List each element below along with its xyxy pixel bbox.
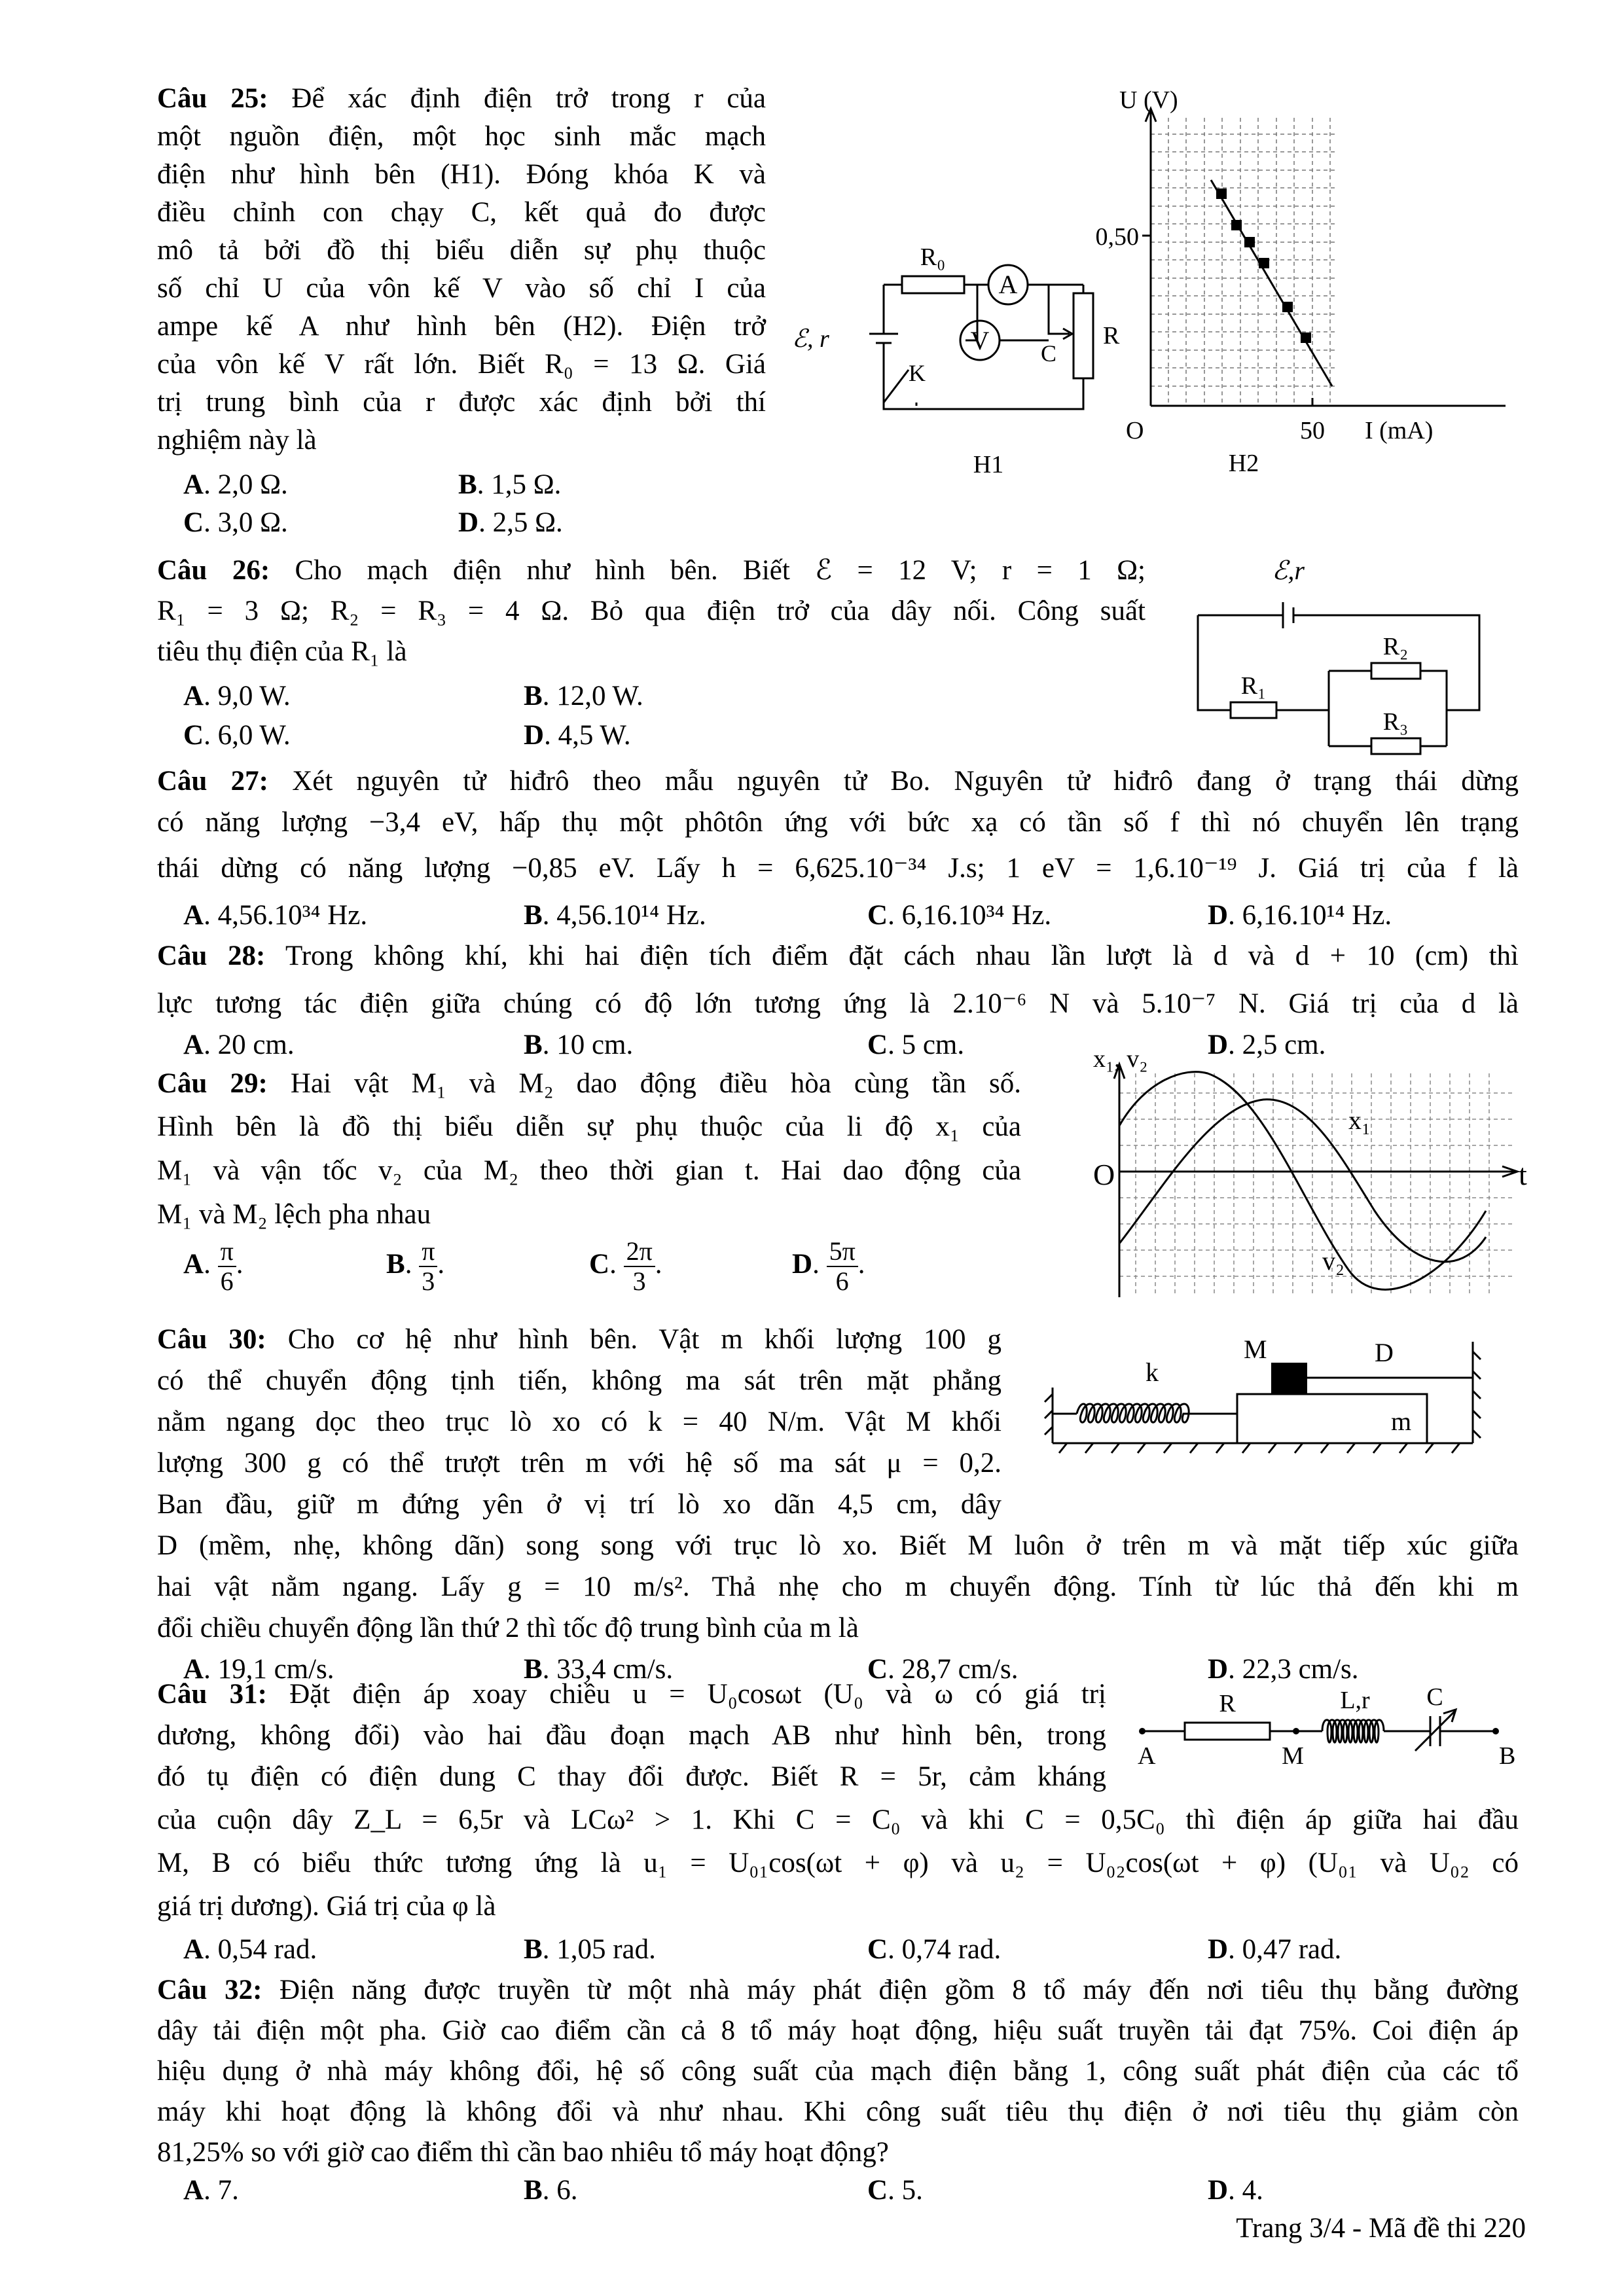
q26-option-b[interactable]: B. 12,0 W. <box>524 681 643 711</box>
q32-line-5: 81,25% so với giờ cao điểm thì cần bao nhiêu tổ máy hoạt động? <box>157 2137 889 2168</box>
q31-option-c[interactable]: C. 0,74 rad. <box>867 1934 1001 1965</box>
q29-t-label: t <box>1519 1158 1527 1191</box>
q31-A-label: A <box>1138 1742 1156 1770</box>
q27-option-d[interactable]: D. 6,16.10¹⁴ Hz. <box>1208 900 1392 931</box>
q29-line-1: Câu 29: Hai vật M₁ và M₂ dao động điều hòa cùng tần số. <box>157 1068 1022 1099</box>
q31-option-d[interactable]: D. 0,47 rad. <box>1208 1934 1342 1965</box>
q30-option-d[interactable]: D. 22,3 cm/s. <box>1208 1654 1359 1685</box>
q26-option-d[interactable]: D. 4,5 W. <box>524 720 631 751</box>
q28-option-b[interactable]: B. 10 cm. <box>524 1030 634 1060</box>
q30-line-3: nằm ngang dọc theo trục lò xo có k = 40 N/m. Vật M khối <box>157 1407 1001 1437</box>
q25-figure-h1-circuit <box>792 236 1132 484</box>
h2-xlabel: I (mA) <box>1365 417 1434 444</box>
q25-line-10: nghiệm này là <box>157 425 317 456</box>
q28-option-c[interactable]: C. 5 cm. <box>867 1030 965 1060</box>
h2-xtick-label: 50 <box>1300 417 1325 444</box>
q25-figure-h2-graph <box>1095 85 1538 491</box>
h1-slider-label: C <box>1040 340 1057 367</box>
q31-line-2: dương, không đổi) vào hai đầu đoạn mạch AB như hình bên, trong <box>157 1720 1106 1751</box>
q31-line-5: M, B có biểu thức tương ứng là u₁ = U₀₁cos(ωt + φ) và u₂ = U₀₂cos(ωt + φ) (U₀₁ và U₀₂ có <box>157 1848 1519 1878</box>
q26-line-3: tiêu thụ điện của R₁ là <box>157 636 407 667</box>
q32-option-a[interactable]: A. 7. <box>183 2175 239 2206</box>
q30-line-1: Câu 30: Cho cơ hệ như hình bên. Vật m khối lượng 100 g <box>157 1324 1002 1355</box>
q31-option-a[interactable]: A. 0,54 rad. <box>183 1934 317 1965</box>
q26-option-c[interactable]: C. 6,0 W. <box>183 720 291 751</box>
q28-line-1: Câu 28: Trong không khí, khi hai điện tích điểm đặt cách nhau lần lượt là d và d + 10 (cm) thì <box>157 941 1519 971</box>
q25-option-d[interactable]: D. 2,5 Ω. <box>458 507 563 538</box>
q25-line-6: số chỉ U của vôn kế V vào số chỉ I của <box>157 273 766 304</box>
q30-M-label: M <box>1244 1335 1267 1364</box>
q26-r1-label: R₁ <box>1240 672 1267 700</box>
q27-line-3: thái dừng có năng lượng −0,85 eV. Lấy h = 6,625.10⁻³⁴ J.s; 1 eV = 1,6.10⁻¹⁹ J. Giá trị của f là <box>157 853 1519 884</box>
q30-line-7: hai vật nằm ngang. Lấy g = 10 m/s². Thả nhẹ cho m chuyển động. Tính từ lúc thả đến khi m <box>157 1571 1519 1602</box>
q29-origin-label: O <box>1093 1158 1115 1191</box>
q32-line-3: hiệu dụng ở nhà máy không đổi, hệ số công suất của mạch điện bằng 1, công suất phát điện của các tổ <box>157 2056 1519 2087</box>
h2-ylabel: U (V) <box>1119 86 1178 114</box>
q32-option-d[interactable]: D. 4. <box>1208 2175 1263 2206</box>
q27-option-b[interactable]: B. 4,56.10¹⁴ Hz. <box>524 900 706 931</box>
q25-line-9: trị trung bình của r được xác định bởi thí <box>157 387 766 418</box>
q31-Lr-label: L,r <box>1340 1687 1370 1714</box>
q30-option-a[interactable]: A. 19,1 cm/s. <box>183 1654 334 1685</box>
q32-line-1: Câu 32: Điện năng được truyền từ một nhà máy phát điện gồm 8 tổ máy đến nơi tiêu thụ bằng đường <box>157 1975 1519 2005</box>
h1-ammeter-label: A <box>998 270 1018 299</box>
q27-line-1: Câu 27: Xét nguyên tử hiđrô theo mẫu nguyên tử Bo. Nguyên tử hiđrô đang ở trạng thái dừng <box>157 766 1519 797</box>
q31-line-4: của cuộn dây Z_L = 6,5r và LCω² > 1. Khi C = C₀ và khi C = 0,5C₀ thì điện áp giữa hai đầu <box>157 1804 1519 1835</box>
q31-M-label: M <box>1282 1742 1304 1770</box>
q31-R-label: R <box>1219 1690 1236 1717</box>
q30-D-label: D <box>1375 1338 1394 1367</box>
q29-line-2: Hình bên là đồ thị biểu diễn sự phụ thuộc của li độ x₁ của <box>157 1111 1021 1142</box>
q29-option-a[interactable]: A. $\frac{\pi}{6}$ . <box>183 1236 244 1296</box>
h1-caption: H1 <box>973 451 1004 478</box>
h1-voltmeter-label: V <box>970 326 990 355</box>
q30-line-8: đổi chiều chuyển động lần thứ 2 thì tốc độ trung bình của m là <box>157 1613 859 1643</box>
q25-line-3: điện như hình bên (H1). Đóng khóa K và <box>157 159 766 190</box>
q32-option-b[interactable]: B. 6. <box>524 2175 578 2206</box>
q26-circuit-figure <box>1185 550 1492 759</box>
q31-C-label: C <box>1426 1683 1443 1711</box>
q30-k-label: k <box>1146 1357 1159 1387</box>
q30-line-2: có thể chuyển động tịnh tiến, không ma sát trên mặt phẳng <box>157 1365 1001 1396</box>
q29-line-4: M₁ và M₂ lệch pha nhau <box>157 1199 431 1230</box>
h2-ytick-label: 0,50 <box>1095 223 1139 251</box>
q32-line-2: dây tải điện một pha. Giờ cao điểm cần cả 8 tổ máy hoạt động, hiệu suất truyền tải đạt 75%. Coi điện áp <box>157 2015 1519 2046</box>
q28-option-d[interactable]: D. 2,5 cm. <box>1208 1030 1326 1060</box>
q26-line-2: R₁ = 3 Ω; R₂ = R₃ = 4 Ω. Bỏ qua điện trở của dây nối. Công suất <box>157 596 1146 626</box>
q32-option-c[interactable]: C. 5. <box>867 2175 923 2206</box>
q26-line-1: Câu 26: Cho mạch điện như hình bên. Biết ℰ = 12 V; r = 1 Ω; <box>157 555 1146 586</box>
h1-r0-label: R₀ <box>920 243 946 271</box>
q31-line-1: Câu 31: Đặt điện áp xoay chiều u = U₀cosωt (U₀ và ω có giá trị <box>157 1679 1107 1710</box>
q25-line-7: ampe kế A như hình bên (H2). Điện trở <box>157 311 766 342</box>
h2-caption: H2 <box>1228 450 1259 477</box>
q32-line-4: máy khi hoạt động là không đổi và như nhau. Khi công suất tiêu thụ điện ở nơi tiêu thụ giảm còn <box>157 2096 1519 2127</box>
q30-block-M <box>1271 1363 1307 1394</box>
q25-option-b[interactable]: B. 1,5 Ω. <box>458 469 562 500</box>
q26-source-label: ℰ,r <box>1272 556 1305 585</box>
q31-circuit-figure <box>1132 1676 1519 1780</box>
q31-line-3: đó tụ điện có điện dung C thay đổi được. Biết R = 5r, cảm kháng <box>157 1761 1106 1792</box>
q30-mechanical-figure <box>1041 1329 1499 1460</box>
q28-line-2: lực tương tác điện giữa chúng có độ lớn tương ứng là 2.10⁻⁶ N và 5.10⁻⁷ N. Giá trị của d là <box>157 988 1519 1019</box>
q26-r3-label: R₃ <box>1382 708 1409 736</box>
q25-line-2: một nguồn điện, một học sinh mắc mạch <box>157 121 766 152</box>
q29-option-c[interactable]: C. $\frac{2\pi}{3}$ . <box>589 1236 662 1296</box>
q27-line-2: có năng lượng −3,4 eV, hấp thụ một phôtôn ứng với bức xạ có tần số f thì nó chuyển lên trạng <box>157 807 1519 838</box>
q27-option-c[interactable]: C. 6,16.10³⁴ Hz. <box>867 900 1052 931</box>
h1-rheostat-label: R <box>1103 322 1120 350</box>
q25-line-8: của vôn kế V rất lớn. Biết R₀ = 13 Ω. Giá <box>157 349 766 380</box>
h1-switch-label: K <box>909 360 926 386</box>
h2-origin-label: O <box>1126 417 1144 444</box>
h1-source-label: ℰ, r <box>792 325 829 353</box>
q25-option-a[interactable]: A. 2,0 Ω. <box>183 469 288 500</box>
q30-line-5: Ban đầu, giữ m đứng yên ở vị trí lò xo dãn 4,5 cm, dây <box>157 1489 1001 1520</box>
q26-r2-label: R₂ <box>1382 633 1409 660</box>
q25-line-4: điều chỉnh con chạy C, kết quả đo được <box>157 197 766 228</box>
q31-B-label: B <box>1499 1742 1516 1770</box>
q26-option-a[interactable]: A. 9,0 W. <box>183 681 291 711</box>
q30-m-label: m <box>1391 1407 1412 1436</box>
q30-line-4: lượng 300 g có thể trượt trên m với hệ số ma sát μ = 0,2. <box>157 1448 1001 1479</box>
q29-ylabel: x₁, v₂ <box>1093 1045 1148 1073</box>
q30-line-6: D (mềm, nhẹ, không dãn) song song với trục lò xo. Biết M luôn ở trên m và mặt tiếp xúc giữa <box>157 1530 1519 1561</box>
q29-x1-label: x₁ <box>1348 1105 1371 1135</box>
q25-option-c[interactable]: C. 3,0 Ω. <box>183 507 288 538</box>
q29-option-d[interactable]: D. $\frac{5\pi}{6}$ . <box>792 1236 865 1296</box>
q25-line-5: mô tả bởi đồ thị biểu diễn sự phụ thuộc <box>157 235 766 266</box>
q31-option-b[interactable]: B. 1,05 rad. <box>524 1934 656 1965</box>
q29-v2-label: v₂ <box>1322 1246 1344 1276</box>
q29-option-b[interactable]: B. $\frac{\pi}{3}$ . <box>386 1236 445 1296</box>
q27-option-a[interactable]: A. 4,56.10³⁴ Hz. <box>183 900 368 931</box>
q29-line-3: M₁ và vận tốc v₂ của M₂ theo thời gian t. Hai dao động của <box>157 1155 1021 1186</box>
q28-option-a[interactable]: A. 20 cm. <box>183 1030 295 1060</box>
q30-option-c[interactable]: C. 28,7 cm/s. <box>867 1654 1019 1685</box>
q30-option-b[interactable]: B. 33,4 cm/s. <box>524 1654 674 1685</box>
page-footer: Trang 3/4 - Mã đề thi 220 <box>1236 2213 1526 2244</box>
q25-line-1: Câu 25: Để xác định điện trở trong r của <box>157 83 766 114</box>
q31-line-6: giá trị dương). Giá trị của φ là <box>157 1891 496 1922</box>
